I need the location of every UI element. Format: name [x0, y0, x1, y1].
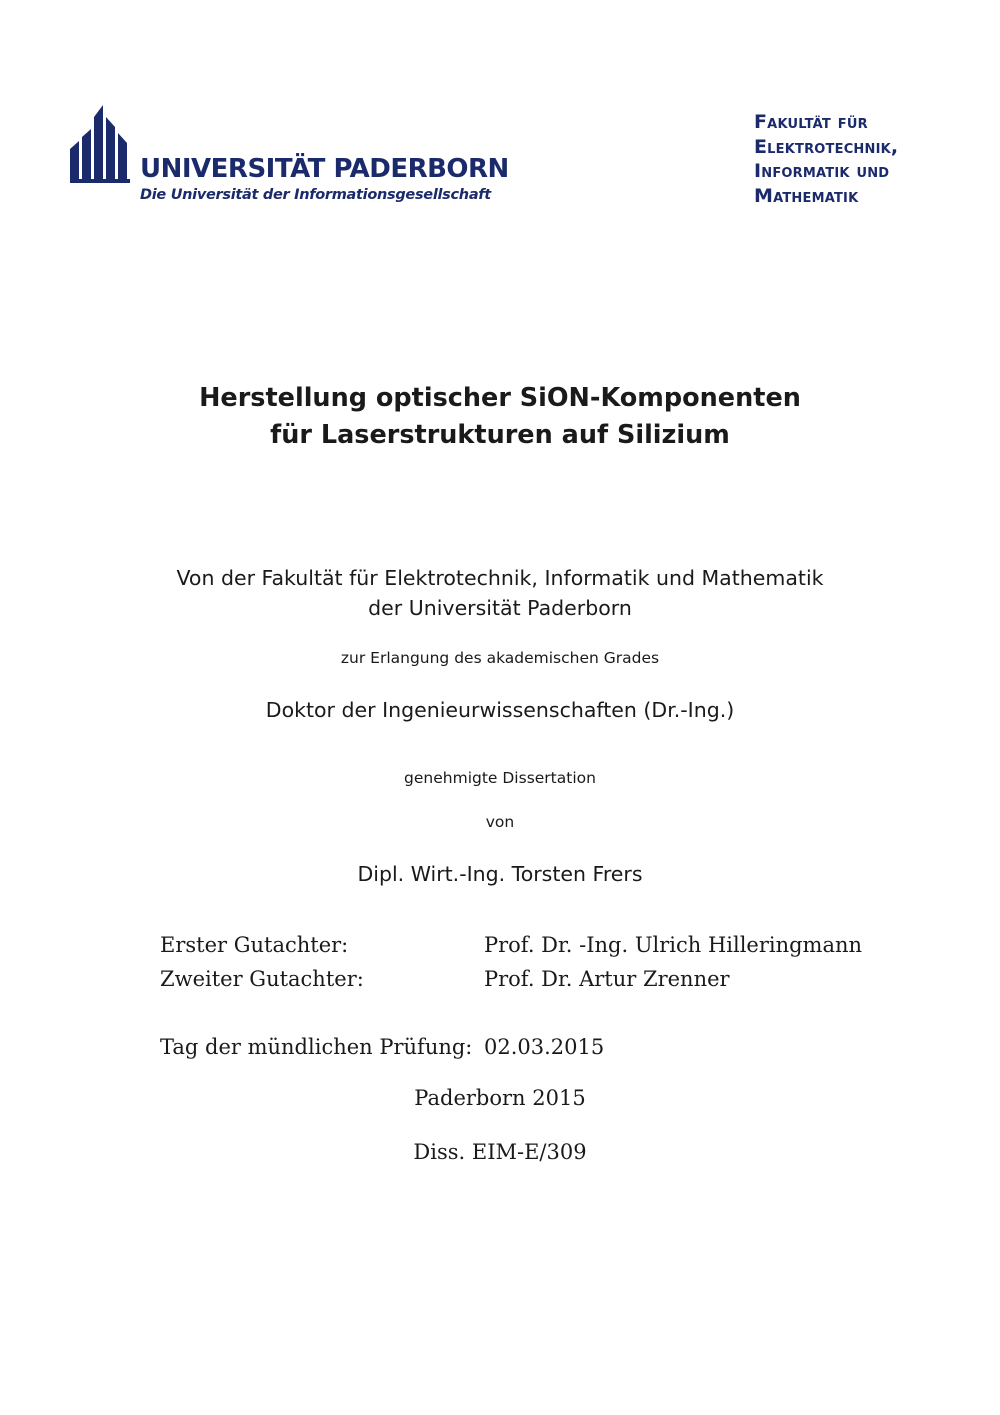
university-tagline: Die Universität der Informationsgesellschaft: [140, 187, 491, 203]
degree-name: Doktor der Ingenieurwissenschaften (Dr.-Ing.): [265, 698, 735, 722]
exam-date-row: [160, 1033, 605, 1061]
reviewer-name: Prof. Dr. -Ing. Ulrich Hilleringmann: [484, 933, 863, 957]
faculty-line: Elektrotechnik,: [754, 135, 899, 158]
reviewer-row: [160, 965, 730, 993]
faculty-line: Informatik und: [754, 160, 890, 182]
submission-line1: Von der Fakultät für Elektrotechnik, Informatik und Mathematik: [176, 566, 824, 590]
reviewer-label: Zweiter Gutachter:: [160, 967, 364, 991]
by-label: von: [485, 813, 515, 831]
submission-statement: [0, 563, 1000, 623]
faculty-line: Mathematik: [754, 184, 859, 207]
university-name: UNIVERSITÄT PADERBORN: [140, 154, 509, 184]
dissertation-number: Diss. EIM-E/309: [413, 1140, 587, 1164]
faculty-line: Fakultät für: [754, 111, 868, 133]
place-year: Paderborn 2015: [414, 1086, 586, 1110]
submission-line2: der Universität Paderborn: [368, 596, 632, 620]
exam-date-value: 02.03.2015: [484, 1035, 605, 1059]
university-logo-icon: [70, 103, 132, 185]
thesis-title-line2: für Laserstrukturen auf Silizium: [270, 420, 730, 450]
degree-purpose: zur Erlangung des akademischen Grades: [340, 649, 660, 667]
reviewer-label: Erster Gutachter:: [160, 933, 349, 957]
thesis-title: [0, 380, 1000, 454]
reviewer-name: Prof. Dr. Artur Zrenner: [484, 967, 730, 991]
author-name: Dipl. Wirt.-Ing. Torsten Frers: [357, 862, 643, 886]
approved-dissertation: genehmigte Dissertation: [404, 769, 596, 787]
thesis-title-line1: Herstellung optischer SiON-Komponenten: [199, 383, 801, 413]
university-logo: [70, 103, 509, 213]
faculty-name: [754, 110, 898, 208]
exam-date-label: Tag der mündlichen Prüfung:: [160, 1035, 473, 1059]
reviewer-row: [160, 931, 863, 959]
